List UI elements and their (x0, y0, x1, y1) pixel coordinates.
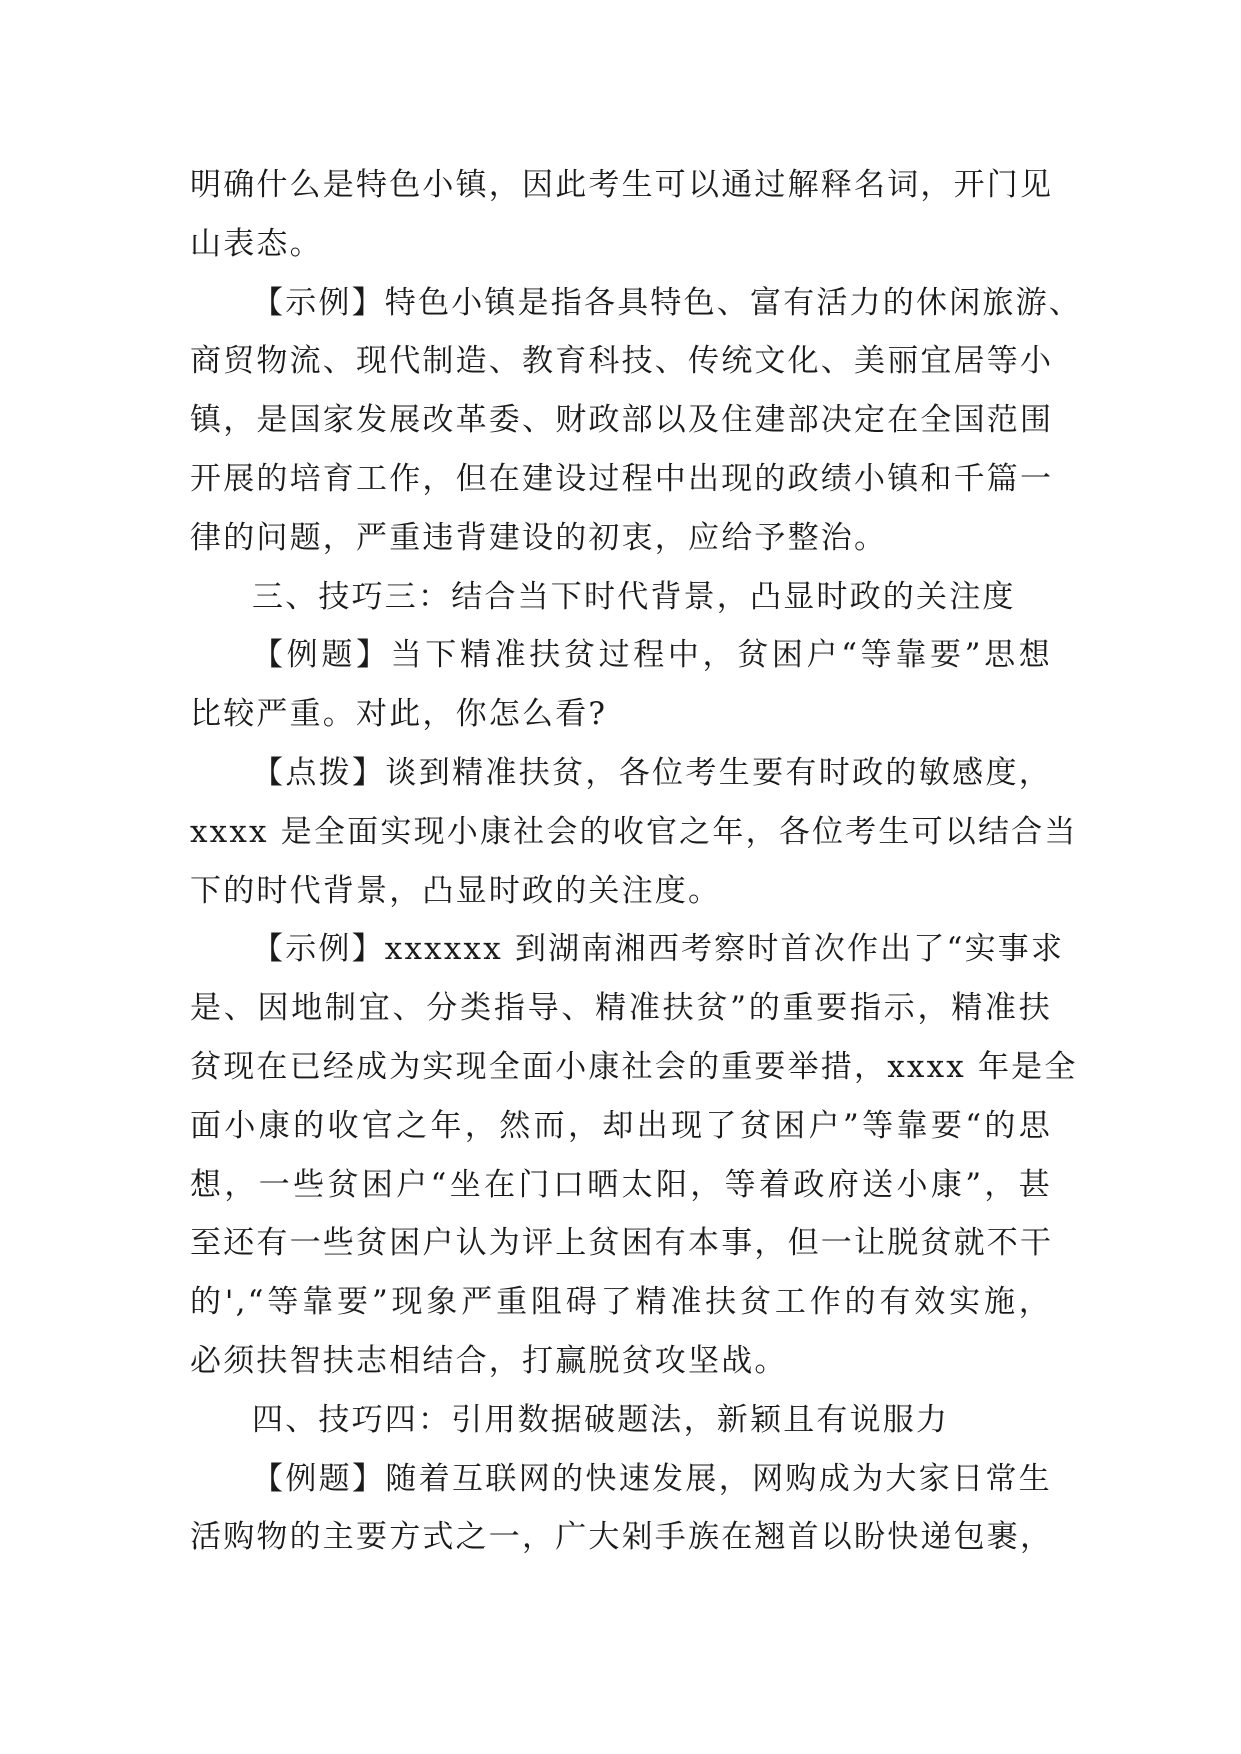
paragraph-question (190, 626, 1052, 744)
text-line: 想，一些贫困户“坐在门口晒太阳，等着政府送小康”，甚 (190, 1166, 1052, 1203)
text-line: 【点拨】谈到精准扶贫，各位考生要有时政的敏感度， (252, 754, 1052, 791)
paragraph-example (190, 920, 1078, 1390)
document-body (190, 156, 1082, 1567)
heading-text: 三、技巧三：结合当下时代背景，凸显时政的关注度 (252, 578, 1016, 615)
paragraph (190, 156, 1052, 274)
text-line: 【例题】随着互联网的快速发展，网购成为大家日常生 (252, 1460, 1052, 1497)
section-heading (190, 568, 1052, 627)
text-line: 面小康的收官之年，然而，却出现了贫困户”等靠要“的思 (190, 1107, 1052, 1144)
text-line: 镇，是国家发展改革委、财政部以及住建部决定在全国范围 (190, 402, 1054, 439)
text-line: 下的时代背景，凸显时政的关注度。 (190, 872, 722, 909)
text-line: 至还有一些贫困户认为评上贫困有本事，但一让脱贫就不干 (190, 1225, 1054, 1262)
paragraph-example (190, 274, 1082, 568)
text-line: 商贸物流、现代制造、教育科技、传统文化、美丽宜居等小 (190, 343, 1054, 380)
text-line: 【示例】xxxxxx 到湖南湘西考察时首次作出了“实事求 (252, 931, 1065, 968)
text-line: 【例题】当下精准扶贫过程中，贫困户“等靠要”思想 (252, 637, 1052, 674)
paragraph-hint (190, 744, 1078, 920)
text-line: 必须扶智扶志相结合，打赢脱贫攻坚战。 (190, 1342, 788, 1379)
section-heading (190, 1391, 1052, 1450)
text-line: 山表态。 (190, 225, 323, 262)
heading-text: 四、技巧四：引用数据破题法，新颖且有说服力 (252, 1401, 950, 1438)
text-line: 比较严重。对此，你怎么看? (190, 696, 608, 733)
text-line: 开展的培育工作，但在建设过程中出现的政绩小镇和千篇一 (190, 460, 1054, 497)
text-line: 是、因地制宜、分类指导、精准扶贫”的重要指示，精准扶 (190, 990, 1052, 1027)
text-line: 律的问题，严重违背建设的初衷，应给予整治。 (190, 519, 888, 556)
text-line: 的',“等靠要”现象严重阻碍了精准扶贫工作的有效实施， (190, 1284, 1052, 1321)
text-line: 【示例】特色小镇是指各具特色、富有活力的休闲旅游、 (252, 284, 1082, 321)
text-line: xxxx 是全面实现小康社会的收官之年，各位考生可以结合当 (190, 813, 1078, 850)
paragraph-question (190, 1450, 1052, 1568)
text-line: 明确什么是特色小镇，因此考生可以通过解释名词，开门见 (190, 167, 1054, 203)
text-line: 贫现在已经成为实现全面小康社会的重要举措，xxxx 年是全 (190, 1048, 1078, 1085)
text-line: 活购物的主要方式之一，广大剁手族在翘首以盼快递包裹， (190, 1519, 1054, 1556)
